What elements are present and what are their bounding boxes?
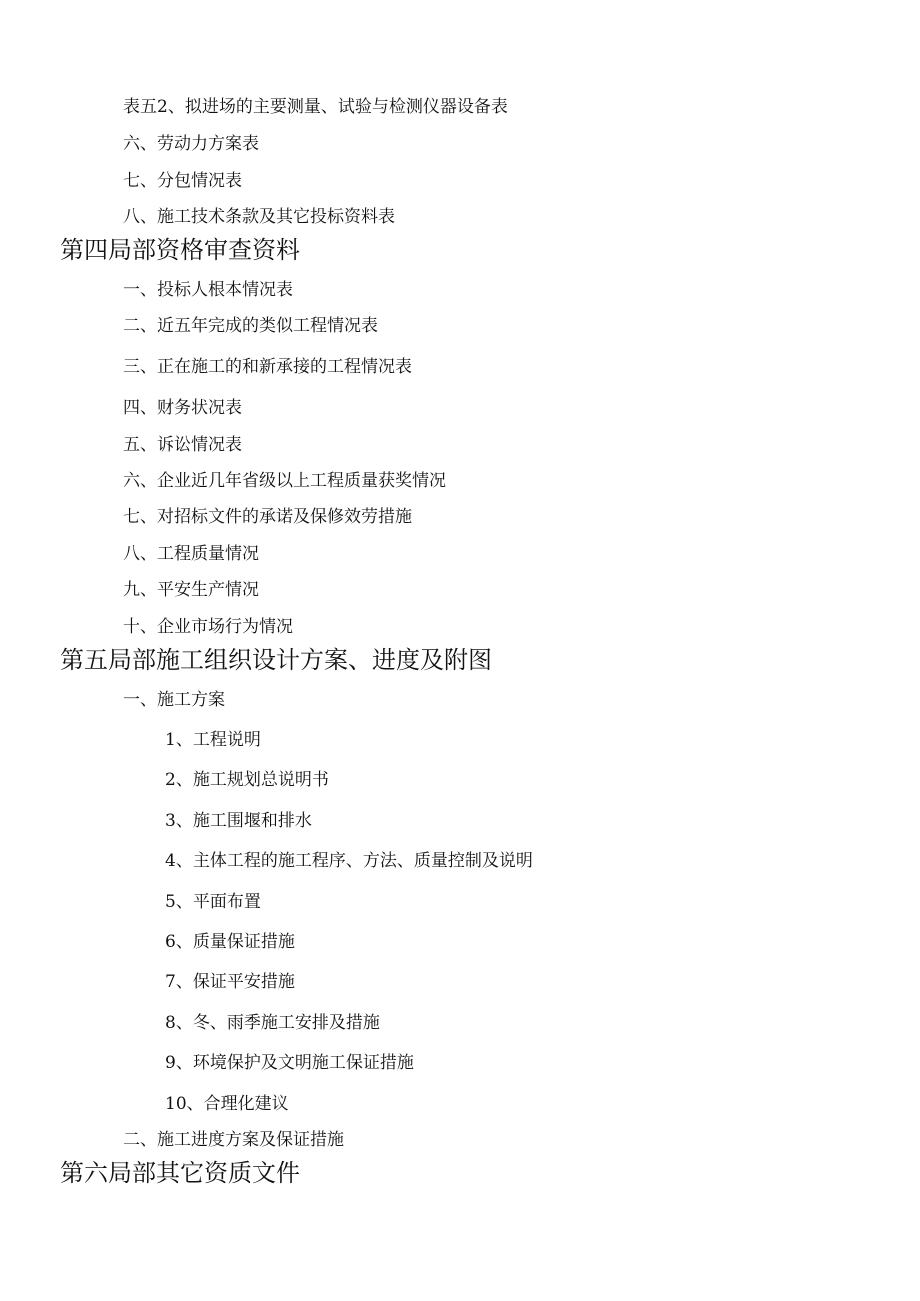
section-heading: 第四局部资格审查资料 [60, 236, 300, 264]
toc-entry: 四、财务状况表 [123, 398, 242, 418]
toc-entry: 表五2、拟进场的主要测量、试验与检测仪器设备表 [123, 97, 508, 117]
toc-entry: 八、工程质量情况 [123, 544, 259, 564]
toc-entry: 九、平安生产情况 [123, 580, 259, 600]
toc-subentry: 3、施工围堰和排水 [165, 811, 312, 831]
toc-subentry: 2、施工规划总说明书 [165, 770, 329, 790]
toc-entry: 二、施工进度方案及保证措施 [123, 1130, 344, 1150]
toc-entry: 一、施工方案 [123, 690, 225, 710]
toc-subentry: 10、合理化建议 [165, 1094, 289, 1114]
toc-subentry: 9、环境保护及文明施工保证措施 [165, 1053, 414, 1073]
toc-subentry: 5、平面布置 [165, 892, 261, 912]
toc-entry: 三、正在施工的和新承接的工程情况表 [123, 357, 412, 377]
toc-subentry: 8、冬、雨季施工安排及措施 [165, 1013, 380, 1033]
toc-subentry: 7、保证平安措施 [165, 972, 295, 992]
toc-entry: 七、分包情况表 [123, 171, 242, 191]
toc-entry: 一、投标人根本情况表 [123, 280, 293, 300]
toc-entry: 十、企业市场行为情况 [123, 617, 293, 637]
toc-entry: 六、劳动力方案表 [123, 134, 259, 154]
toc-subentry: 1、工程说明 [165, 730, 261, 750]
toc-entry: 二、近五年完成的类似工程情况表 [123, 316, 378, 336]
toc-entry: 五、诉讼情况表 [123, 435, 242, 455]
toc-subentry: 6、质量保证措施 [165, 932, 295, 952]
toc-entry: 七、对招标文件的承诺及保修效劳措施 [123, 507, 412, 527]
toc-subentry: 4、主体工程的施工程序、方法、质量控制及说明 [165, 851, 533, 871]
toc-entry: 六、企业近几年省级以上工程质量获奖情况 [123, 471, 446, 491]
toc-entry: 八、施工技术条款及其它投标资料表 [123, 207, 395, 227]
section-heading: 第五局部施工组织设计方案、进度及附图 [60, 646, 492, 674]
section-heading: 第六局部其它资质文件 [60, 1159, 300, 1187]
